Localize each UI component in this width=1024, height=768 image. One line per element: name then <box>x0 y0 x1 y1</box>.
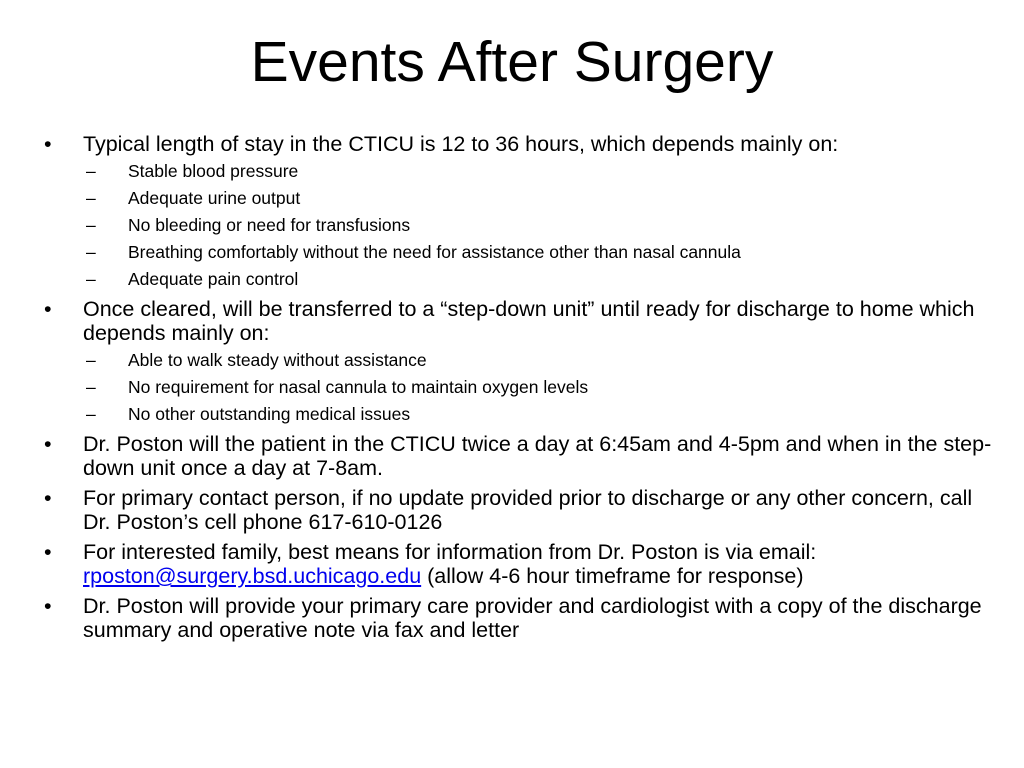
bullet-text: Dr. Poston will provide your primary care provider and cardiologist with a copy of the discharge summary and operative note via fax and letter <box>83 594 982 642</box>
sub-text: No bleeding or need for transfusions <box>128 215 411 235</box>
sub-text: Able to walk steady without assistance <box>128 350 427 370</box>
bullet-item <box>44 540 1004 588</box>
sub-marker: – <box>86 242 96 262</box>
sub-text: Breathing comfortably without the need for assistance other than nasal cannula <box>128 242 741 262</box>
sub-marker: – <box>86 215 96 235</box>
bullet-text: For primary contact person, if no update provided prior to discharge or any other concern, call Dr. Poston’s cell phone 617-610-0126 <box>83 486 973 534</box>
bullet-marker: • <box>44 132 52 156</box>
sub-item <box>44 348 1004 372</box>
email-link[interactable]: rposton@surgery.bsd.uchicago.edu <box>83 564 422 588</box>
sub-text: No other outstanding medical issues <box>128 404 411 424</box>
sub-marker: – <box>86 269 96 289</box>
sub-text: No requirement for nasal cannula to maintain oxygen levels <box>128 377 589 397</box>
slide-content <box>44 128 1004 642</box>
sub-item <box>44 159 1004 183</box>
sub-text: Stable blood pressure <box>128 161 299 181</box>
sub-text: Adequate urine output <box>128 188 301 208</box>
bullet-marker: • <box>44 486 52 510</box>
sub-marker: – <box>86 404 96 424</box>
sub-marker: – <box>86 188 96 208</box>
bullet-marker: • <box>44 432 52 456</box>
sub-item <box>44 267 1004 291</box>
sub-item <box>44 375 1004 399</box>
bullet-text: Dr. Poston will the patient in the CTICU twice a day at 6:45am and 4-5pm and when in the step-down unit once a day at 7-8am. <box>83 432 992 480</box>
slide-title: Events After Surgery <box>250 30 774 94</box>
bullet-item <box>44 594 1004 642</box>
bullet-item <box>44 132 1004 291</box>
sub-item <box>44 240 1004 264</box>
bullet-item <box>44 297 1004 426</box>
bullet-item <box>44 432 1004 480</box>
bullet-text: Typical length of stay in the CTICU is 12 to 36 hours, which depends mainly on: <box>83 132 839 156</box>
sub-text: Adequate pain control <box>128 269 299 289</box>
sub-item <box>44 213 1004 237</box>
bullet-text-after-link: (allow 4-6 hour timeframe for response) <box>421 564 804 588</box>
sub-list <box>83 159 1004 291</box>
bullet-text: For interested family, best means for information from Dr. Poston is via email: <box>83 540 817 564</box>
bullet-item <box>44 486 1004 534</box>
sub-item <box>44 186 1004 210</box>
bullet-marker: • <box>44 297 52 321</box>
sub-marker: – <box>86 377 96 397</box>
bullet-marker: • <box>44 540 52 564</box>
sub-marker: – <box>86 161 96 181</box>
sub-item <box>44 402 1004 426</box>
sub-list <box>83 348 1004 426</box>
bullet-text: Once cleared, will be transferred to a “step-down unit” until ready for discharge to home which depends mainly on: <box>83 297 975 345</box>
sub-marker: – <box>86 350 96 370</box>
bullet-marker: • <box>44 594 52 618</box>
